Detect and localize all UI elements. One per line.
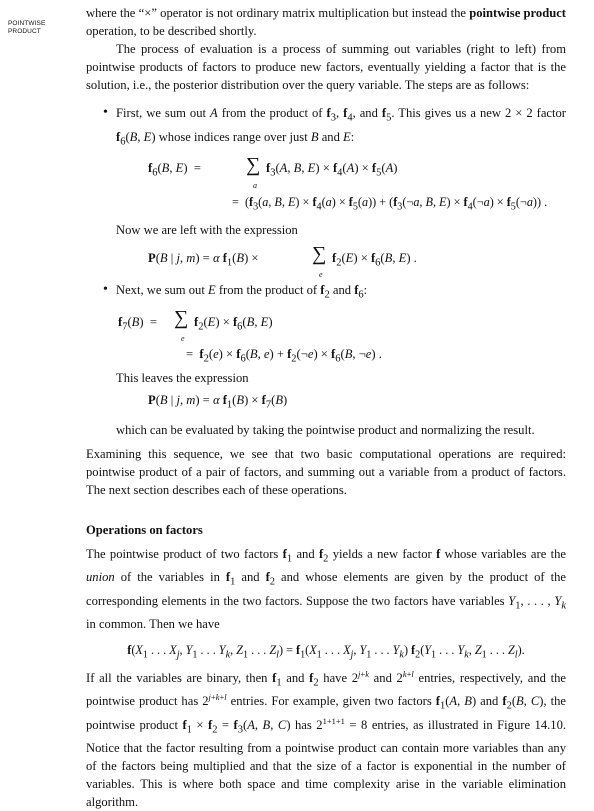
margin-note: POINTWISE PRODUCT (8, 20, 46, 35)
intro-line: where the “×” operator is not ordinary matrix multiplication but instead the pointwise product operation, to be described shortly. (86, 6, 567, 38)
evaluated-text: which can be evaluated by taking the pointwise product and normalizing the result. (116, 422, 535, 437)
equation-f6: $f_6(B$, E) = ∑ a $f_3(A$, B, $E) \times f_4(A) \times f_5(A)$ = ($f_3(a$, B, $E) \times f_4(a) \times f_5(a)$) + ($f_3(\neg a$, B, $E) \times f_4(\neg a)$ × $f_5(\neg a)$) . (148, 154, 548, 213)
section-heading: Operations on factors (86, 522, 203, 537)
bullet-1-text: First, we sum out A from the product of $f_3$, $f_4$, and $f_5$. This gives us a new 2 × 2 factor $f_6(B$, E) whose indices range over just B and E: (116, 106, 567, 148)
bullet-step-1 (86, 104, 567, 280)
left-with-text: Now we are left with the expression (116, 223, 298, 238)
bullet-dot: • (103, 282, 108, 298)
leaves-text: This leaves the expression (116, 370, 249, 385)
equation-pointwise: $f(X_1$ . . . $X_j$, $Y_1$ . . . $Y_k$, $Z_1$ . . . $Z_l) = f_1(X_1$ . . . $X_j$, $Y_1$ . . . $Y_k$) $f_2(Y_1$ . . . $Y_k$, $Z_1$ . . . $Z_l$). (127, 643, 525, 661)
page-body (86, 4, 566, 811)
bullet-dot: • (103, 105, 108, 120)
paragraph-examining: Examining this sequence, we see that two basic computational operations are required: pointwise product of a pair of factors, and summing out a variable from a product of factors. The next section describes each of these operations. (86, 446, 566, 497)
equation-p-b-2: P(B | j, m) = α $f_1(B) \times f_7(B)$ (148, 392, 288, 411)
paragraph-binary: If all the variables are binary, then $f_1$ and $f_2$ have $2^{j+k}$ and $2^{k+l}$ entries, respectively, and the pointwise product has $2^{j+k+l}$ entries. For example, given two factors $f_1(A$, B) and $f_2(B$, C), the pointwise product $f_1 \times f_2 = f_3(A$, B, C) has $2^{1+1+1} = 8$ entries, as illustrated in Figure 14.10. Notice that the factor resulting from a pointwise product can contain more variables than any of the factors being multiplied and that the size of a factor is exponential in the number of variables. This is where both space and time complexity arise in the variable elimination algorithm. (86, 668, 567, 810)
paragraph-evaluation: The process of evaluation is a process of summing out variables (right to left) from pointwise products of factors to produce new factors, eventually yielding a factor that is the solution, i.e., the posterior distribution over the query variable. The steps are as follows: (86, 42, 566, 92)
equation-f7: $f_7(B)$ = ∑ e $f_2(E) \times f_6(B$, E) = $f_2(e) \times f_6(B$, $e) + f_2(\neg e) \times f_6(B$, ¬e) . (118, 306, 382, 365)
paragraph-pointwise: The pointwise product of two factors $f_1$ and $f_2$ yields a new factor f whose variables are the union of the variables in $f_1$ and $f_2$ and whose elements are given by the product of the corresponding elements in the two factors. Suppose the two factors have variables $Y_1$, . . . , $Y_k$ in common. Then we have (86, 546, 567, 632)
bullet-2-text: Next, we sum out E from the product of $f_2$ and $f_6$: (116, 283, 368, 301)
equation-p-b-1: P(B | j, m) = α $f_1(B)$ × ∑ e $f_2(E) \times f_6(B$, E) . (148, 243, 417, 280)
bullet-step-2 (86, 281, 566, 439)
